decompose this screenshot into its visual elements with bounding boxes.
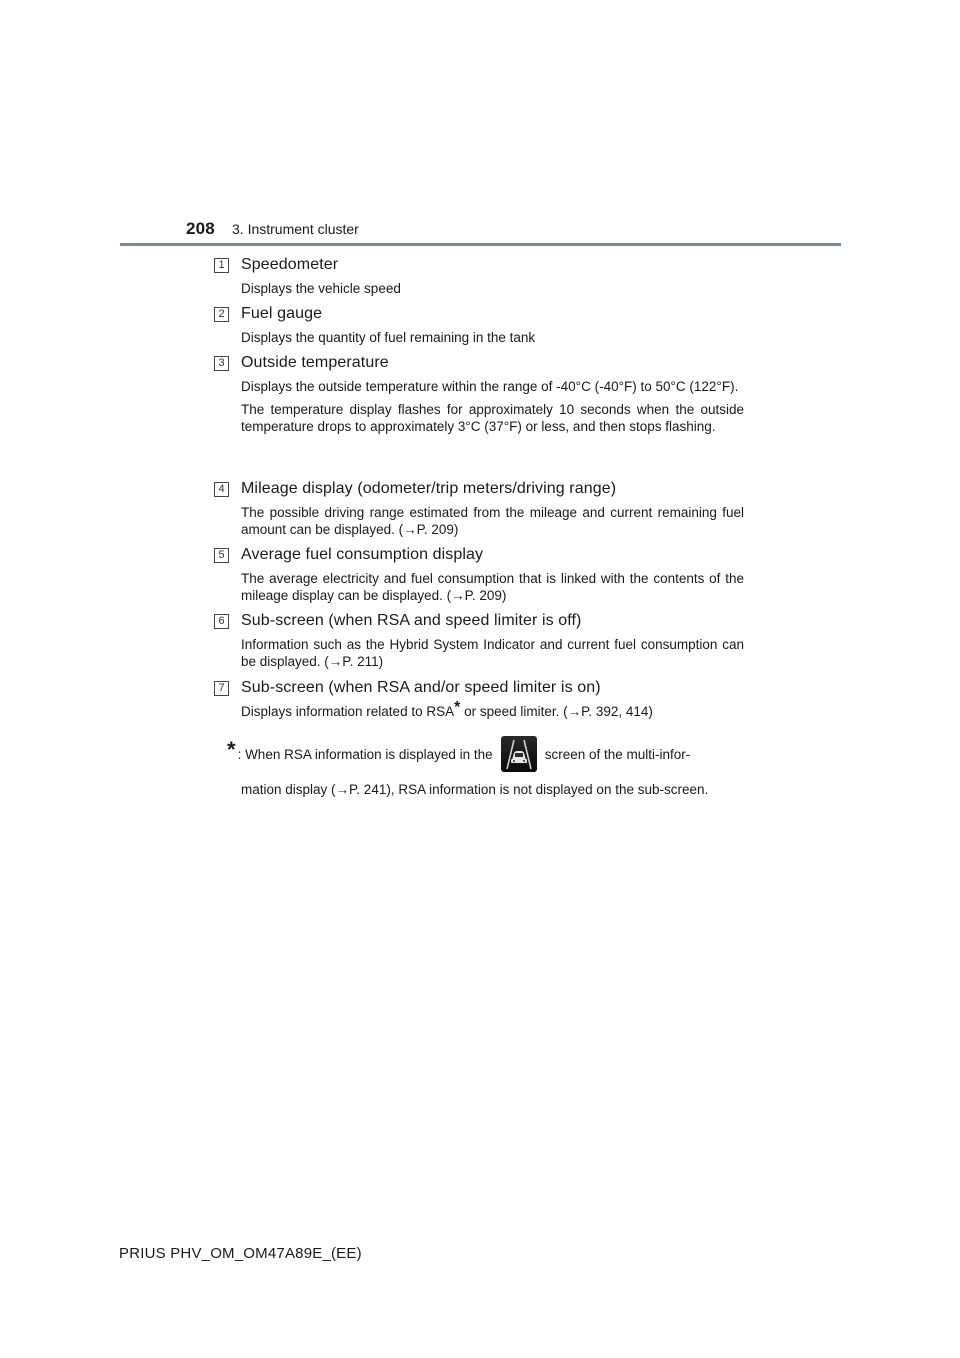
item-number-badge: 1 [214,258,229,273]
section-title: 3. Instrument cluster [232,221,359,237]
item-outside-temperature [214,354,744,441]
item-title: Mileage display (odometer/trip meters/driving range) [241,480,617,497]
item-description: The possible driving range estimated from the mileage and current remaining fuel amount can be displayed. (→P. 209) [241,505,744,537]
item-description: Displays information related to RSA* or speed limiter. (→P. 392, 414) [241,699,653,719]
header-divider [120,243,841,246]
item-description: Displays the quantity of fuel remaining in the tank [241,330,536,345]
item-sub-screen-off [214,612,744,676]
item-number-badge: 4 [214,482,229,497]
item-title: Outside temperature [241,354,389,371]
item-speedometer [214,256,744,303]
footnote-text-end: screen of the multi-infor- [544,746,691,762]
item-title: Sub-screen (when RSA and speed limiter is off) [241,612,582,629]
item-title: Sub-screen (when RSA and/or speed limiter is on) [241,679,601,696]
footnote-asterisk: * [454,699,461,716]
item-description: Displays the outside temperature within the range of -40°C (-40°F) to 50°C (122°F). The temperature display flashes for approximately 10 seconds when the outside temperature drops to approximately 3°C (37°F) or less, and then stops flashing. [241,379,744,434]
footnote-text-rest: mation display (→P. 241), RSA information is not displayed on the sub-screen. [241,782,709,797]
item-number-badge: 5 [214,548,229,563]
item-description: The average electricity and fuel consumption that is linked with the contents of the mileage display can be displayed. (→P. 209) [241,571,744,603]
footnote-text-start: : When RSA information is displayed in the [237,746,493,762]
item-average-fuel-consumption [214,546,744,610]
page-number: 208 [186,219,215,238]
item-title: Fuel gauge [241,305,323,322]
item-number-badge: 6 [214,614,229,629]
footnote [227,735,744,803]
footnote-asterisk: * [227,737,236,762]
item-description: Displays the vehicle speed [241,281,401,296]
item-mileage-display [214,480,744,544]
document-id-footer: PRIUS PHV_OM_OM47A89E_(EE) [119,1245,362,1262]
item-title: Average fuel consumption display [241,546,484,563]
item-description: Information such as the Hybrid System Indicator and current fuel consumption can be displayed. (→P. 211) [241,637,744,669]
item-number-badge: 3 [214,356,229,371]
item-number-badge: 2 [214,307,229,322]
item-title: Speedometer [241,256,339,273]
item-fuel-gauge [214,305,744,352]
item-number-badge: 7 [214,681,229,696]
item-sub-screen-on [214,679,744,726]
vehicle-lane-icon [501,736,537,772]
